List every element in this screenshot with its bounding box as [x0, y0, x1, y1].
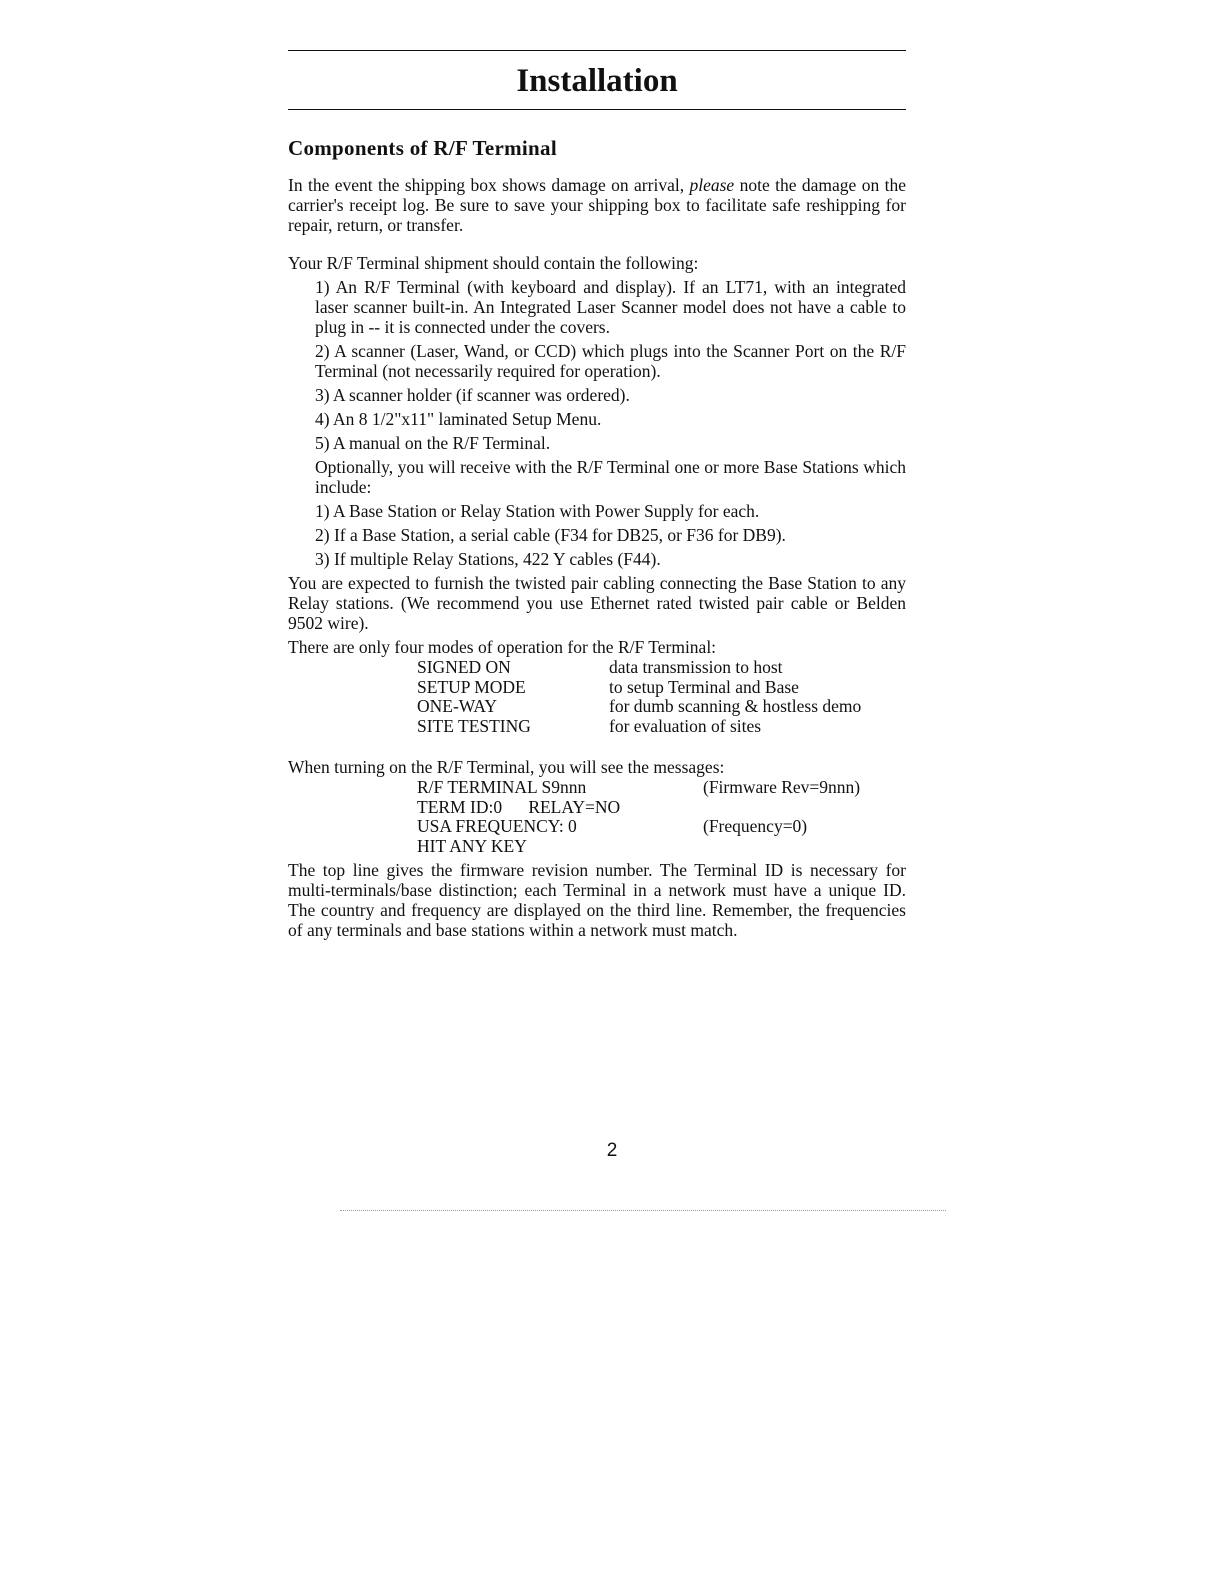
explanation-paragraph: The top line gives the firmware revision number. The Terminal ID is necessary for multi-terminals/base distinction; each Terminal in a network must have a unique ID. The country and frequency are displayed on the third line. Remember, the frequencies of any terminals and base stations within a network must match.: [288, 860, 906, 940]
section-heading: Components of R/F Terminal: [288, 136, 557, 160]
damage-paragraph: [288, 175, 906, 235]
optional-items-list: [315, 501, 906, 569]
mode-name: SETUP MODE: [417, 676, 526, 697]
message-text: TERM ID:0 RELAY=NO: [417, 796, 621, 817]
top-rule: [288, 50, 906, 51]
modes-table: [417, 658, 906, 736]
startup-messages: [417, 778, 906, 856]
mode-description: for dumb scanning & hostless demo: [609, 696, 862, 716]
message-note: (Firmware Rev=9nnn): [703, 777, 861, 797]
list-item: 5) A manual on the R/F Terminal.: [315, 433, 551, 453]
message-text: HIT ANY KEY: [417, 835, 527, 856]
optional-intro: Optionally, you will receive with the R/F Terminal one or more Base Stations which include:: [315, 457, 906, 497]
title-underline-rule: [288, 109, 906, 110]
mode-description: to setup Terminal and Base: [609, 676, 799, 697]
page-title: Installation: [516, 63, 678, 99]
message-row: [417, 837, 906, 857]
list-item: 2) If a Base Station, a serial cable (F34 for DB25, or F36 for DB9).: [315, 525, 786, 545]
message-row: [417, 798, 906, 818]
mode-row: [417, 697, 906, 717]
mode-name: SIGNED ON: [417, 657, 511, 677]
cabling-paragraph: You are expected to furnish the twisted pair cabling connecting the Base Station to any Relay stations. (We recommend you use Ethernet rated twisted pair cable or Belden 9502 wire).: [288, 573, 906, 633]
mode-name: ONE-WAY: [417, 696, 498, 716]
power-on-intro: When turning on the R/F Terminal, you will see the messages:: [288, 757, 725, 777]
list-item: 1) An R/F Terminal (with keyboard and display). If an LT71, with an integrated laser scanner built-in. An Integrated Laser Scanner model does not have a cable to plug in -- it is connected under the covers.: [315, 277, 906, 337]
message-row: [417, 778, 906, 798]
list-item: 3) A scanner holder (if scanner was ordered).: [315, 385, 630, 405]
list-item: 1) A Base Station or Relay Station with Power Supply for each.: [315, 501, 760, 521]
message-text: USA FREQUENCY: 0: [417, 816, 577, 836]
mode-row: [417, 678, 906, 698]
mode-description: data transmission to host: [609, 657, 783, 677]
manual-page: [288, 50, 906, 940]
mode-name: SITE TESTING: [417, 715, 531, 736]
list-item: 2) A scanner (Laser, Wand, or CCD) which plugs into the Scanner Port on the R/F Terminal (not necessarily required for operation).: [315, 341, 906, 381]
mode-row: [417, 658, 906, 678]
list-item: 4) An 8 1/2"x11" laminated Setup Menu.: [315, 409, 602, 429]
modes-intro: There are only four modes of operation for the R/F Terminal:: [288, 637, 717, 657]
mode-description: for evaluation of sites: [609, 715, 762, 736]
mode-row: [417, 717, 906, 737]
message-row: [417, 817, 906, 837]
emphasis-please: please: [689, 175, 735, 195]
shipment-contents-intro: Your R/F Terminal shipment should contain the following:: [288, 253, 699, 273]
message-note: (Frequency=0): [703, 816, 808, 836]
scan-artifact-line: [340, 1210, 946, 1211]
shipment-contents-list: [315, 277, 906, 453]
page-number: 2: [606, 1140, 618, 1161]
list-item: 3) If multiple Relay Stations, 422 Y cables (F44).: [315, 549, 661, 569]
message-text: R/F TERMINAL S9nnn: [417, 777, 587, 797]
damage-text-start: In the event the shipping box shows damage on arrival,: [288, 175, 690, 195]
damage-text-end: note the damage on the carrier's receipt log. Be sure to save your shipping box to facilitate safe reshipping for repair, return, or transfer.: [288, 175, 907, 235]
